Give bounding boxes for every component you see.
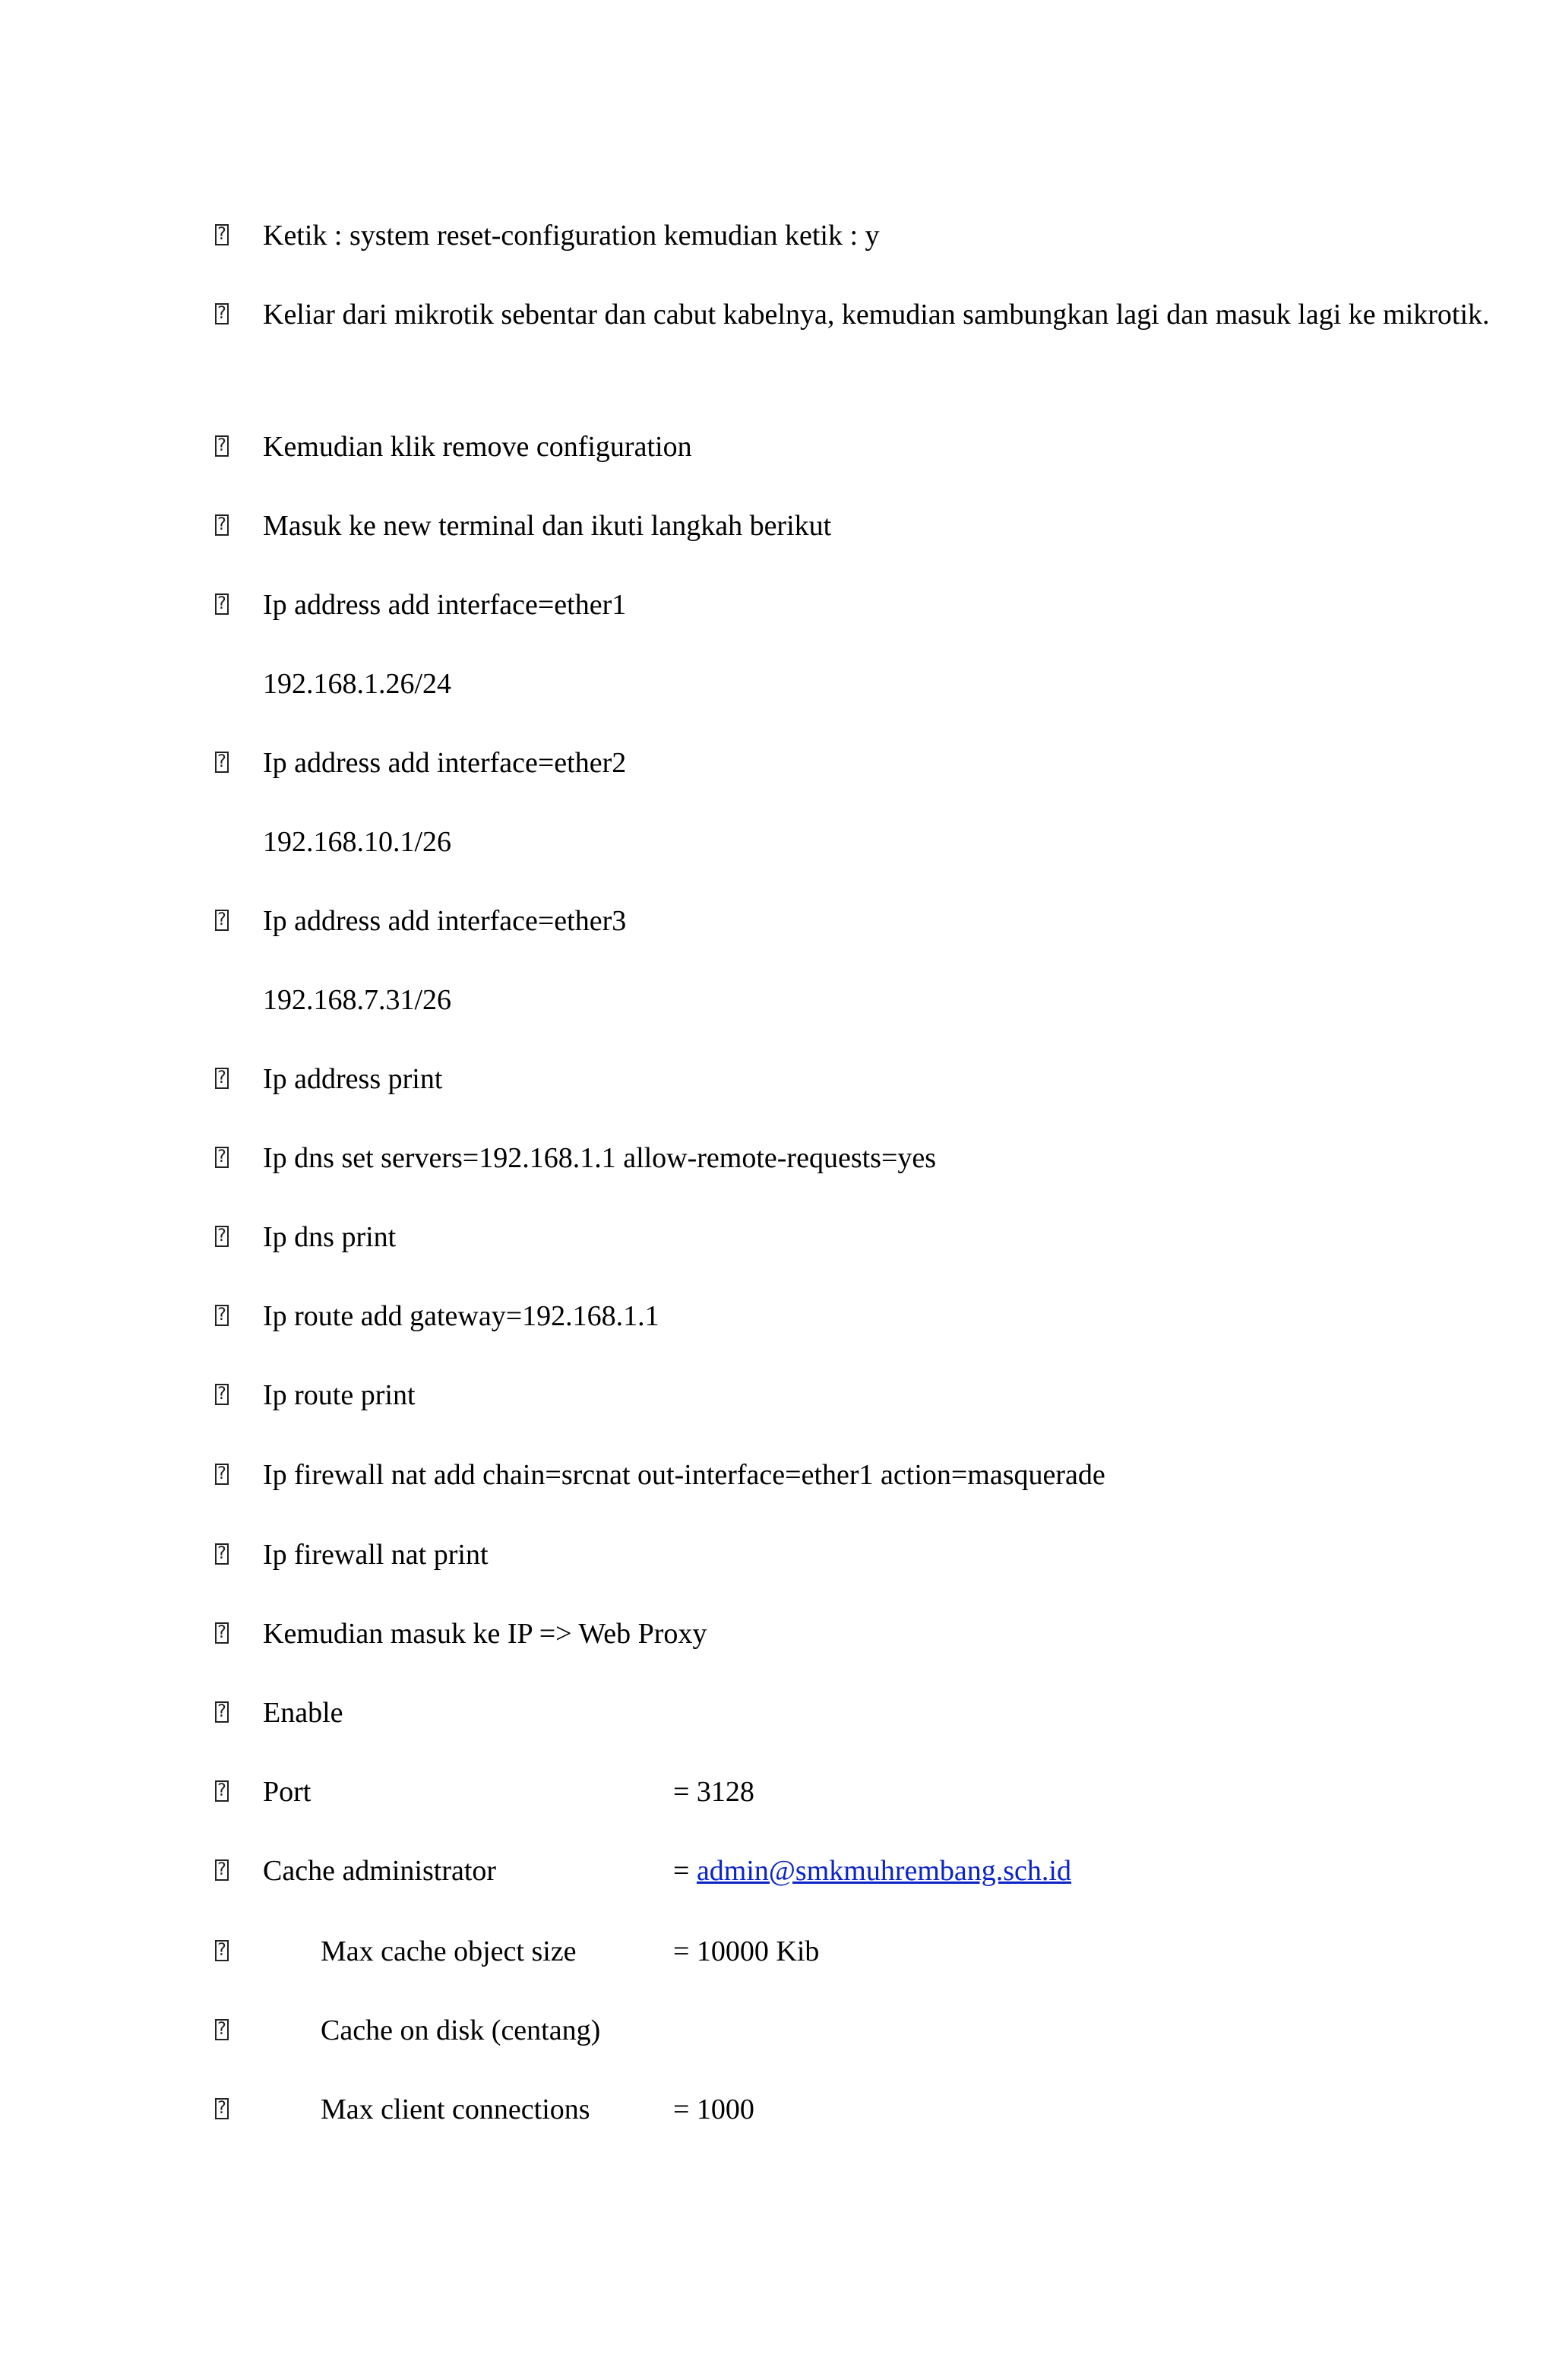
- list-item: [0, 292, 1556, 398]
- list-item: [0, 1611, 1556, 1657]
- bullet-icon: ?: [215, 593, 229, 615]
- step-text: Ip dns print: [263, 1221, 397, 1253]
- bullet-icon: ?: [215, 2019, 229, 2040]
- step-text: Masuk ke new terminal dan ikuti langkah berikut: [263, 510, 832, 542]
- settings-row: [0, 1929, 1556, 1974]
- list-item: [0, 1372, 1556, 1418]
- step-text: Ip address add interface=ether1: [263, 589, 627, 621]
- ip-value: 192.168.7.31/26: [263, 984, 452, 1016]
- bullet-icon: ?: [215, 1147, 229, 1168]
- bullet-icon: ?: [215, 1543, 229, 1565]
- setting-label: Cache administrator: [263, 1855, 497, 1887]
- list-item: [0, 1690, 1556, 1736]
- list-item: [0, 1135, 1556, 1181]
- bullet-icon: ?: [215, 1622, 229, 1644]
- list-item: [0, 661, 1556, 707]
- settings-row: [0, 2087, 1556, 2132]
- list-item: [0, 819, 1556, 865]
- value-prefix: =: [673, 1855, 697, 1887]
- ip-value: 192.168.1.26/24: [263, 668, 452, 700]
- list-item: [0, 1214, 1556, 1260]
- list-item: [0, 424, 1556, 470]
- bullet-icon: ?: [215, 224, 229, 245]
- step-text: Ip address add interface=ether3: [263, 905, 627, 937]
- step-text: Keliar dari mikrotik sebentar dan cabut kabelnya, kemudian sambungkan lagi dan masuk lagi ke mikrotik.: [263, 299, 1490, 331]
- setting-value: = 10000 Kib: [673, 1935, 820, 1967]
- bullet-icon: ?: [215, 2098, 229, 2119]
- list-item: [0, 977, 1556, 1023]
- step-text: Ip firewall nat print: [263, 1539, 489, 1571]
- bullet-icon: ?: [215, 910, 229, 931]
- setting-label: Max client connections: [321, 2094, 590, 2125]
- step-text: Ip address print: [263, 1063, 443, 1095]
- step-text: Enable: [263, 1697, 343, 1729]
- bullet-icon: ?: [215, 1859, 229, 1881]
- list-item: [0, 213, 1556, 258]
- list-item: [0, 582, 1556, 628]
- setting-value: [673, 1848, 1071, 1894]
- ip-value: 192.168.10.1/26: [263, 826, 452, 858]
- list-item: [0, 503, 1556, 549]
- bullet-icon: ?: [215, 514, 229, 536]
- bullet-icon: ?: [215, 1701, 229, 1723]
- step-text: Ip address add interface=ether2: [263, 747, 627, 779]
- step-text: Ip route add gateway=192.168.1.1: [263, 1300, 659, 1332]
- list-item: [0, 740, 1556, 786]
- settings-row: [0, 1769, 1556, 1815]
- bullet-icon: ?: [215, 435, 229, 457]
- settings-row: [0, 1848, 1556, 1894]
- bullet-icon: ?: [215, 752, 229, 773]
- settings-row: [0, 2008, 1556, 2053]
- bullet-icon: ?: [215, 1780, 229, 1802]
- list-item: [0, 1293, 1556, 1339]
- bullet-icon: ?: [215, 1226, 229, 1247]
- step-text: Ip route print: [263, 1379, 416, 1411]
- list-item: [0, 1056, 1556, 1102]
- list-item: [0, 1532, 1556, 1578]
- bullet-icon: ?: [215, 1068, 229, 1089]
- setting-value: = 3128: [673, 1776, 754, 1808]
- list-item: [0, 1452, 1556, 1498]
- step-text: Ip dns set servers=192.168.1.1 allow-remote-requests=yes: [263, 1142, 937, 1174]
- setting-label: Port: [263, 1776, 312, 1808]
- setting-label: Cache on disk (centang): [321, 2014, 601, 2046]
- setting-label: Max cache object size: [321, 1935, 577, 1967]
- bullet-icon: ?: [215, 1305, 229, 1326]
- step-text: Kemudian masuk ke IP => Web Proxy: [263, 1618, 707, 1650]
- step-text: Ketik : system reset-configuration kemudian ketik : y: [263, 220, 880, 252]
- bullet-icon: ?: [215, 1464, 229, 1485]
- bullet-icon: ?: [215, 1940, 229, 1961]
- step-text: Kemudian klik remove configuration: [263, 431, 692, 463]
- bullet-icon: ?: [215, 1384, 229, 1405]
- setting-value: = 1000: [673, 2094, 754, 2125]
- bullet-icon: ?: [215, 303, 229, 324]
- step-text: Ip firewall nat add chain=srcnat out-interface=ether1 action=masquerade: [263, 1459, 1105, 1491]
- list-item: [0, 898, 1556, 944]
- email-link[interactable]: admin@smkmuhrembang.sch.id: [696, 1855, 1071, 1887]
